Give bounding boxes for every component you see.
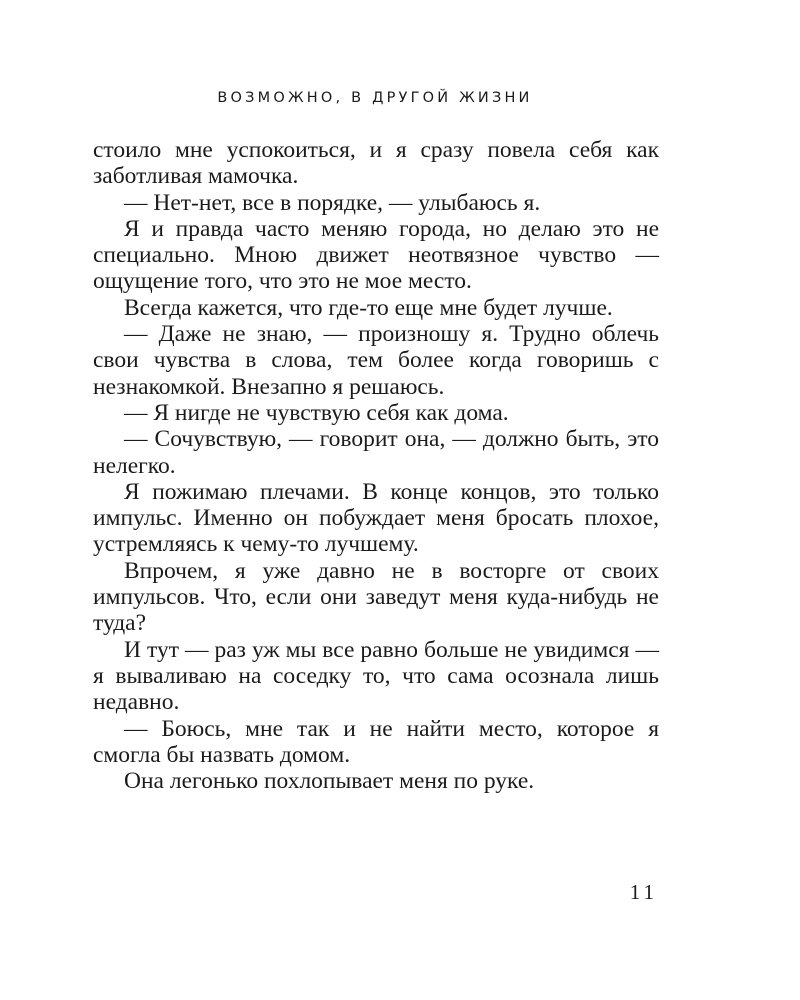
body-text <box>93 137 659 794</box>
paragraph: Она легонько похлопывает меня по руке. <box>124 768 535 795</box>
paragraph: И тут — раз уж мы все равно больше не увидимся — я вываливаю на соседку то, что сама осознала лишь недавно. <box>93 636 659 716</box>
paragraph: Я и правда часто меняю города, но делаю это не специально. Мною движет неотвязное чувство — ощущение того, что это не мое место. <box>93 215 659 295</box>
paragraph: — Нет-нет, все в порядке, — улыбаюсь я. <box>124 189 541 216</box>
page-number: 11 <box>629 880 658 904</box>
paragraph: стоило мне успокоиться, и я сразу повела себя как заботливая мамочка. <box>93 137 659 190</box>
paragraph: — Я нигде не чувствую себя как дома. <box>124 399 509 426</box>
paragraph: Я пожимаю плечами. В конце концов, это только импульс. Именно он побуждает меня бросать плохое, устремляясь к чему-то лучшему. <box>93 478 659 558</box>
running-head: ВОЗМОЖНО, В ДРУГОЙ ЖИЗНИ <box>217 90 533 106</box>
paragraph: Всегда кажется, что где-то еще мне будет лучше. <box>124 294 613 321</box>
paragraph: Впрочем, я уже давно не в восторге от своих импульсов. Что, если они заведут меня куда-нибудь не туда? <box>93 557 659 637</box>
paragraph: — Сочувствую, — говорит она, — должно быть, это нелегко. <box>93 426 659 479</box>
paragraph: — Боюсь, мне так и не найти место, которое я смогла бы назвать домом. <box>93 715 659 768</box>
paragraph: — Даже не знаю, — произношу я. Трудно облечь свои чувства в слова, тем более когда говоришь с незнакомкой. Внезапно я решаюсь. <box>93 321 659 400</box>
